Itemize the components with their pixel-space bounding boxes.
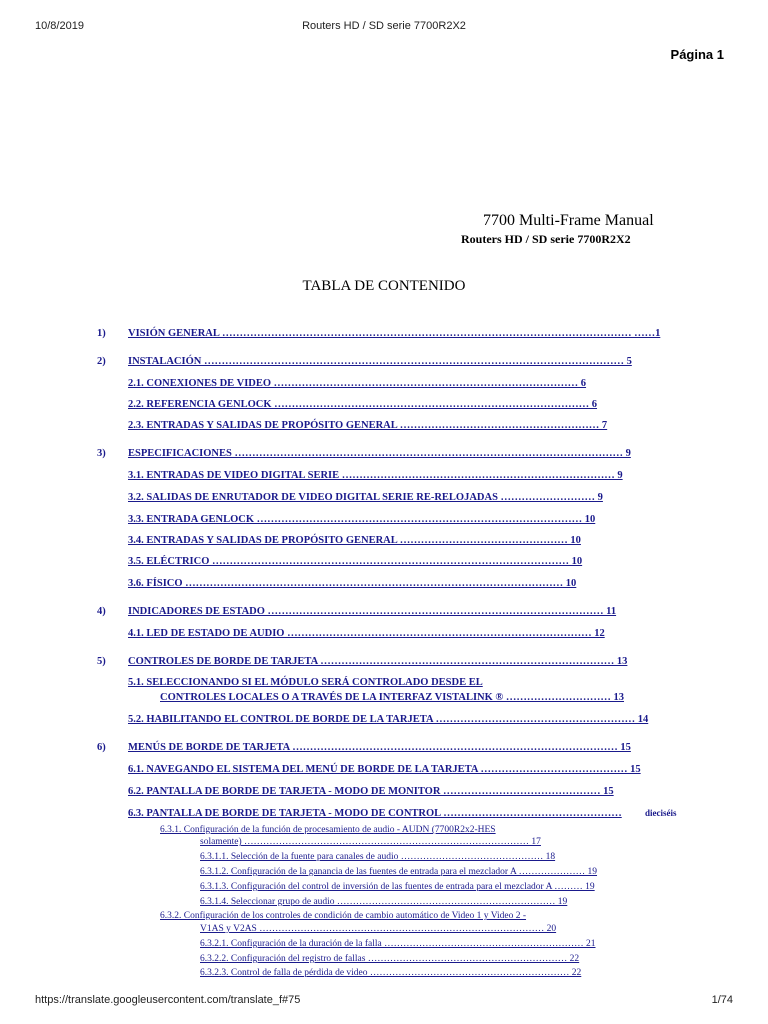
toc-link[interactable]: 3.2. SALIDAS DE ENRUTADOR DE VIDEO DIGITAL SERIE RE-RELOJADAS ……………………… 9 [128, 492, 603, 503]
document-title: 7700 Multi-Frame Manual [483, 212, 654, 229]
header-date: 10/8/2019 [35, 20, 84, 32]
toc-link[interactable]: 2.3. ENTRADAS Y SALIDAS DE PROPÓSITO GENERAL ………………………………………………… 7 [128, 420, 608, 431]
toc-link[interactable]: 6.1. NAVEGANDO EL SISTEMA DEL MENÚ DE BORDE DE LA TARJETA …………………………………… 15 [128, 764, 641, 775]
toc-link[interactable]: V1AS y V2AS ……………………………………………………………………………… 20 [200, 924, 557, 934]
toc-link[interactable]: INSTALACIÓN ………………………………………………………………………………………………………… 5 [128, 356, 632, 367]
toc-link[interactable]: CONTROLES DE BORDE DE TARJETA ………………………………………………………………………… 13 [128, 656, 628, 667]
toc-link[interactable]: 6.3.1.1. Selección de la fuente para canales de audio ……………………………………… 18 [200, 852, 556, 862]
toc-title: TABLA DE CONTENIDO [302, 278, 466, 294]
toc-link[interactable]: 6.2. PANTALLA DE BORDE DE TARJETA - MODO DE MONITOR ……………………………………… 15 [128, 786, 614, 797]
toc-link[interactable]: 6.3.2.2. Configuración del registro de fallas ……………………………………………………… 22 [200, 954, 580, 964]
footer-page: 1/74 [711, 994, 733, 1006]
toc-link[interactable]: 4.1. LED DE ESTADO DE AUDIO …………………………………………………………………………… 12 [128, 628, 605, 639]
toc-link[interactable]: 3.1. ENTRADAS DE VIDEO DIGITAL SERIE …………………………………………………………………… 9 [128, 470, 623, 481]
toc-link[interactable]: 6.3.1.3. Configuración del control de inversión de las fuentes de entrada para el mezclador A ……… 19 [200, 882, 595, 892]
toc-link[interactable]: 6.3.2.1. Configuración de la duración de la falla ……………………………………………………… 21 [200, 939, 596, 949]
toc-page-number[interactable]: dieciséis [645, 808, 677, 818]
toc-link[interactable]: solamente) ……………………………………………………………………………… 17 [200, 837, 541, 847]
toc-link[interactable]: 3.3. ENTRADA GENLOCK ………………………………………………………………………………… 10 [128, 514, 596, 525]
toc-number: 1) [97, 328, 106, 339]
header-title: Routers HD / SD serie 7700R2X2 [302, 20, 466, 32]
toc-number: 4) [97, 606, 106, 617]
toc-link[interactable]: 6.3.2.3. Control de falla de pérdida de video ……………………………………………………… 22 [200, 968, 582, 978]
toc-number: 6) [97, 742, 106, 753]
toc-link[interactable]: MENÚS DE BORDE DE TARJETA ………………………………………………………………………………… 15 [128, 742, 631, 753]
toc-link[interactable]: INDICADORES DE ESTADO …………………………………………………………………………………… 11 [128, 606, 617, 617]
toc-link[interactable]: 3.6. FÍSICO ……………………………………………………………………………………………… 10 [128, 578, 577, 589]
toc-link[interactable]: CONTROLES LOCALES O A TRAVÉS DE LA INTERFAZ VISTALINK ® ………………………… 13 [160, 692, 625, 703]
toc-link[interactable]: 6.3.1.2. Configuración de la ganancia de las fuentes de entrada para el mezclador A ………………… 19 [200, 867, 598, 877]
footer-url[interactable]: https://translate.googleusercontent.com/translate_f#75 [35, 994, 301, 1006]
toc-link[interactable]: 2.2. REFERENCIA GENLOCK ……………………………………………………………………………… 6 [128, 399, 598, 410]
page-number-label: Página 1 [670, 47, 724, 62]
toc-number: 3) [97, 448, 106, 459]
toc-link[interactable]: 6.3.2. Configuración de los controles de condición de cambio automático de Video 1 y Video 2 - [160, 911, 527, 921]
toc-number: 5) [97, 656, 106, 667]
toc-number: 2) [97, 356, 106, 367]
document-subtitle: Routers HD / SD serie 7700R2X2 [461, 232, 631, 246]
toc-link[interactable]: 3.4. ENTRADAS Y SALIDAS DE PROPÓSITO GENERAL ………………………………………… 10 [128, 535, 581, 546]
toc-link[interactable]: ESPECIFICACIONES ………………………………………………………………………………………………… 9 [128, 448, 631, 459]
toc-link[interactable]: 6.3.1.4. Seleccionar grupo de audio …………………………………………………………… 19 [200, 897, 568, 907]
toc-link[interactable]: 2.1. CONEXIONES DE VIDEO …………………………………………………………………………… 6 [128, 378, 587, 389]
toc-link[interactable]: 5.2. HABILITANDO EL CONTROL DE BORDE DE LA TARJETA ………………………………………………… 14 [128, 714, 649, 725]
toc-link[interactable]: VISIÓN GENERAL ……………………………………………………………………………………………………… ……1 [128, 328, 661, 339]
toc-link[interactable]: 3.5. ELÉCTRICO ………………………………………………………………………………………… 10 [128, 556, 583, 567]
toc-link[interactable]: 6.3.1. Configuración de la función de procesamiento de audio - AUDN (7700R2x2-HES [160, 825, 496, 835]
toc-link[interactable]: 6.3. PANTALLA DE BORDE DE TARJETA - MODO DE CONTROL …………………………………………… [128, 808, 622, 819]
toc-link[interactable]: 5.1. SELECCIONANDO SI EL MÓDULO SERÁ CONTROLADO DESDE EL [128, 677, 483, 688]
